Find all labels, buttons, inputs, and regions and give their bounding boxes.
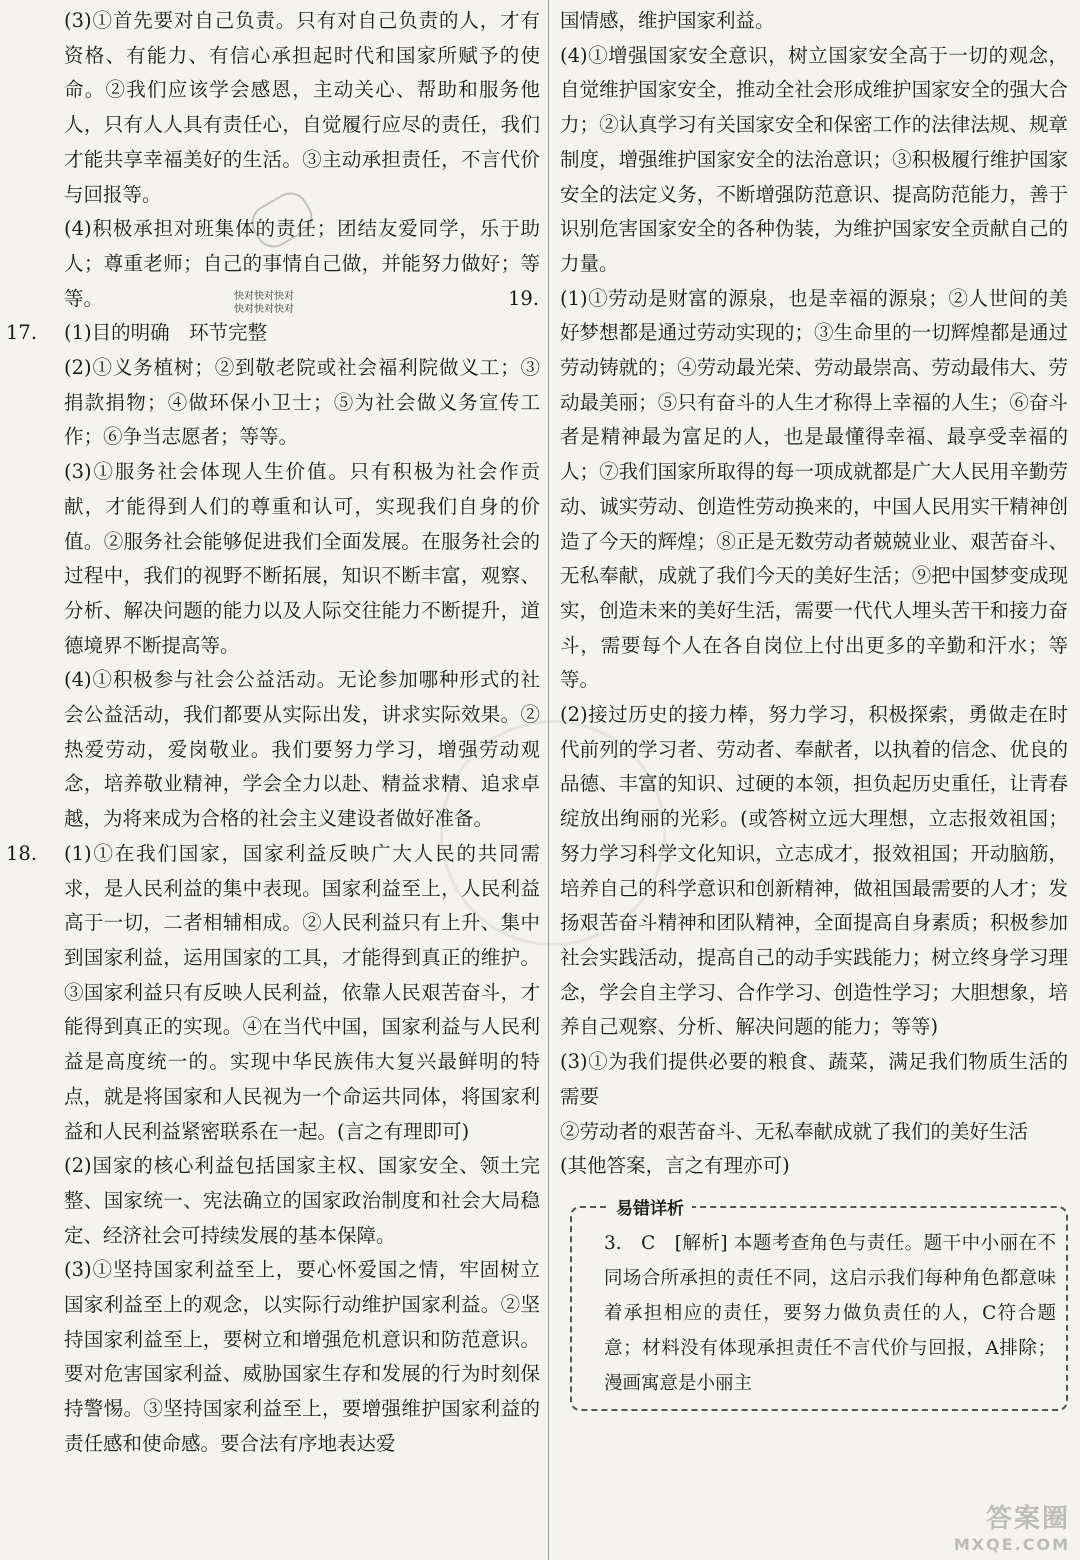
q18-part-3-continued: 国情感，维护国家利益。 <box>560 9 775 32</box>
question-number: 17. <box>6 321 38 345</box>
error-analysis-text: 3. C [解析] 本题考查角色与责任。题干中小丽在不同场合所承担的责任不同，这启示我们每种角色都意味着承担相应的责任，要努力做负责任的人，C符合题意；材料没有体现承担责任不言代价与回报，A排除；漫画寓意是小丽主 <box>604 1232 1056 1394</box>
question-18 <box>6 837 540 1462</box>
q19-part-3a: (3)①为我们提供必要的粮食、蔬菜，满足我们物质生活的需要 <box>560 1050 1068 1108</box>
error-analysis-tag: 易错详析 <box>608 1194 692 1219</box>
q16-part-3: (3)①首先要对自己负责。只有对自己负责的人，才有资格、有能力、有信心承担起时代和国家所赋予的使命。②我们应该学会感恩，主动关心、帮助和服务他人，只有人人具有责任心，自觉履行应尽的责任，我们才能共享幸福美好的生活。③主动承担责任，不言代价与回报等。 <box>64 9 540 206</box>
question-number: 19. <box>508 286 540 310</box>
error-analysis-box <box>570 1198 1068 1411</box>
question-16-continued <box>64 4 540 316</box>
q19-note: (其他答案，言之有理亦可) <box>560 1154 790 1178</box>
q18-part-4: (4)①增强国家安全意识，树立国家安全高于一切的观念，自觉维护国家安全，推动全社会形成维护国家安全的强大合力；②认真学习有关国家安全和保密工作的法律法规、规章制度，增强维护国家安全的法治意识；③积极履行维护国家安全的法定义务，不断增强防范意识、提高防范能力，善于识别危害国家安全的各种伪装，为维护国家安全贡献自己的力量。 <box>560 43 1068 275</box>
question-17 <box>6 316 540 837</box>
q17-part-3: (3)①服务社会体现人生价值。只有积极为社会作贡献，才能得到人们的尊重和认可，实现我们自身的价值。②服务社会能够促进我们全面发展。在服务社会的过程中，我们的视野不断拓展，知识不断丰富，观察、分析、解决问题的能力以及人际交往能力不断提升，道德境界不断提高等。 <box>64 460 540 657</box>
q17-part-2: (2)①义务植树；②到敬老院或社会福利院做义工；③捐款捐物；④做环保小卫士；⑤为社会做义务宣传工作；⑥争当志愿者；等等。 <box>64 356 540 449</box>
q17-part-4: (4)①积极参与社会公益活动。无论参加哪种形式的社会公益活动，我们都要从实际出发，讲求实际效果。②热爱劳动，爱岗敬业。我们要努力学习，增强劳动观念，培养敬业精神，学会全力以赴、精益求精、追求卓越，为将来成为合格的社会主义建设者做好准备。 <box>64 668 540 831</box>
q18-part-1: (1)①在我们国家，国家利益反映广大人民的共同需求，是人民利益的集中表现。国家利益至上，人民利益高于一切，二者相辅相成。②人民利益只有上升、集中到国家利益，运用国家的工具，才能得到真正的维护。③国家利益只有反映人民利益，依靠人民艰苦奋斗，才能得到真正的实现。④在当代中国，国家利益与人民利益是高度统一的。实现中华民族伟大复兴最鲜明的特点，就是将国家和人民视为一个命运共同体，将国家利益和人民利益紧密联系在一起。(言之有理即可) <box>64 841 540 1143</box>
q17-part-1: (1)目的明确 环节完整 <box>64 321 268 345</box>
q19-part-2: (2)接过历史的接力棒，努力学习，积极探索，勇做走在时代前列的学习者、劳动者、奉献者，以执着的信念、优良的品德、丰富的知识、过硬的本领，担负起历史重任，让青春绽放出绚丽的光彩。(或答树立远大理想，立志报效祖国；努力学习科学文化知识，立志成才，报效祖国；开动脑筋，培养自己的科学意识和创新精神，做祖国最需要的人才；发扬艰苦奋斗精神和团队精神，全面提高自身素质；积极参加社会实践活动，提高自己的动手实践能力；树立终身学习理念，学会自主学习、合作学习、创造性学习；大胆想象，培养自己观察、分析、解决问题的能力；等等) <box>560 703 1068 1039</box>
q19-part-1: (1)①劳动是财富的源泉，也是幸福的源泉；②人世间的美好梦想都是通过劳动实现的；③生命里的一切辉煌都是通过劳动铸就的；④劳动最光荣、劳动最崇高、劳动最伟大、劳动最美丽；⑤只有奋斗的人生才称得上幸福的人生；⑥奋斗者是精神最为富足的人，也是最懂得幸福、最享受幸福的人；⑦我们国家所取得的每一项成就都是广大人民用辛勤劳动、诚实劳动、创造性劳动换来的，中国人民用实干精神创造了今天的辉煌；⑧正是无数劳动者兢兢业业、艰苦奋斗、无私奉献，成就了我们今天的美好生活；⑨把中国梦变成现实，创造未来的美好生活，需要一代代人埋头苦干和接力奋斗，需要每个人在各自岗位上付出更多的辛勤和汗水；等等。 <box>560 286 1068 692</box>
watermark-line: 快对快对快对 <box>234 291 294 302</box>
question-number: 18. <box>6 841 38 865</box>
brand-url: MXQE.COM <box>953 1535 1070 1554</box>
brand-name: 答案圈 <box>985 1504 1070 1534</box>
q18-part-2: (2)国家的核心利益包括国家主权、国家安全、领土完整、国家统一、宪法确立的国家政治制度和社会大局稳定、经济社会可持续发展的基本保障。 <box>64 1154 540 1247</box>
watermark-line: 快对快对快对 <box>234 304 294 315</box>
question-19 <box>508 282 1068 1184</box>
site-watermark-logo <box>954 1498 1070 1554</box>
q19-part-3b: ②劳动者的艰苦奋斗、无私奉献成就了我们的美好生活 <box>560 1119 1029 1143</box>
question-18-continued <box>560 4 1068 282</box>
right-column <box>508 4 1068 1411</box>
q16-part-4: (4)积极承担对班集体的责任；团结友爱同学，乐于助人；尊重老师；自己的事情自己做，并能努力做好；等等。 <box>64 217 540 310</box>
q18-part-3: (3)①坚持国家利益至上，要心怀爱国之情，牢固树立国家利益至上的观念，以实际行动维护国家利益。②坚持国家利益至上，要树立和增强危机意识和防范意识。要对危害国家利益、威胁国家生存和发展的行为时刻保持警惕。③坚持国家利益至上，要增强维护国家利益的责任感和使命感。要合法有序地表达爱 <box>64 1258 540 1455</box>
left-column <box>6 4 540 1462</box>
